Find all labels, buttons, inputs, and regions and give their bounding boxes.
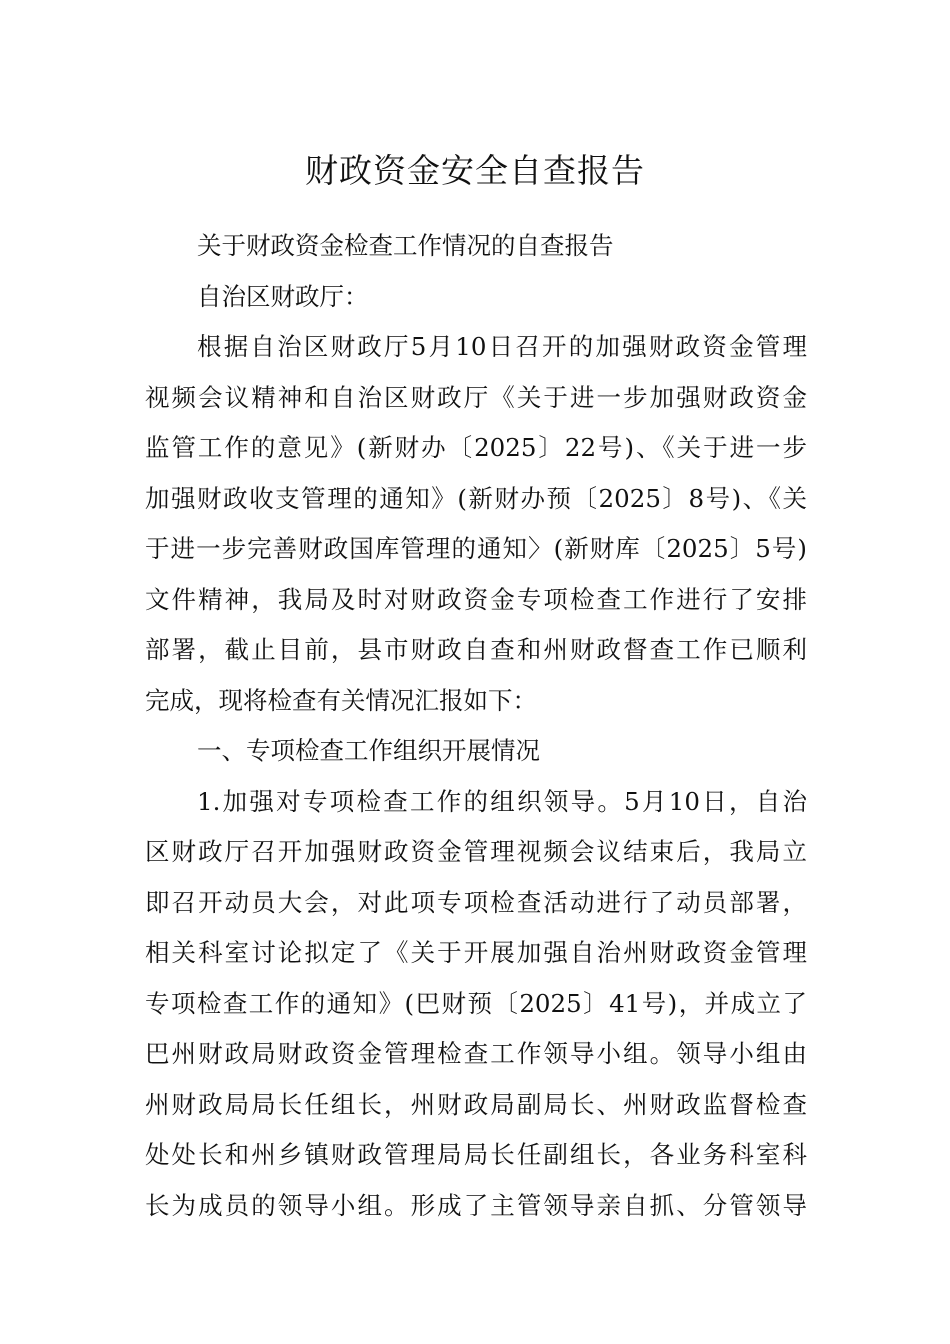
body-line: 根据自治区财政厅5月10日召开的加强财政资金管理 — [197, 332, 807, 361]
document-title: 财政资金安全自查报告 — [305, 151, 645, 191]
body-line: 相关科室讨论拟定了《关于开展加强自治州财政资金管理 — [145, 938, 807, 967]
body-line: 区财政厅召开加强财政资金管理视频会议结束后，我局立 — [145, 837, 807, 866]
body-line: 加强财政收支管理的通知》(新财办预〔2025〕8号)、《关 — [145, 483, 807, 513]
body-line: 关于财政资金检查工作情况的自查报告 — [197, 231, 614, 260]
body-line: 即召开动员大会，对此项专项检查活动进行了动员部署， — [145, 887, 807, 917]
document-body — [145, 221, 807, 1231]
body-line: 巴州财政局财政资金管理检查工作领导小组。领导小组由 — [145, 1039, 807, 1068]
body-line: 自治区财政厅： — [197, 281, 369, 311]
body-line: 处处长和州乡镇财政管理局局长任副组长，各业务科室科 — [145, 1140, 807, 1169]
body-line: 完成，现将检查有关情况汇报如下： — [145, 685, 537, 715]
body-line: 视频会议精神和自治区财政厅《关于进一步加强财政资金 — [145, 382, 807, 412]
body-line: 专项检查工作的通知》(巴财预〔2025〕41号)，并成立了 — [145, 988, 807, 1018]
body-line: 监管工作的意见》(新财办〔2025〕22号)、《关于进一步 — [145, 433, 807, 462]
body-line: 州财政局局长任组长，州财政局副局长、州财政监督检查 — [145, 1089, 807, 1119]
body-line: 于进一步完善财政国库管理的通知〉(新财库〔2025〕5号) — [145, 534, 807, 563]
body-line: 部署，截止目前，县市财政自查和州财政督查工作已顺利 — [145, 635, 807, 664]
body-line: 1.加强对专项检查工作的组织领导。5月10日，自治 — [197, 786, 807, 816]
body-line: 一、专项检查工作组织开展情况 — [197, 736, 540, 765]
body-line: 文件精神，我局及时对财政资金专项检查工作进行了安排 — [145, 584, 807, 614]
body-line: 长为成员的领导小组。形成了主管领导亲自抓、分管领导 — [145, 1190, 807, 1220]
